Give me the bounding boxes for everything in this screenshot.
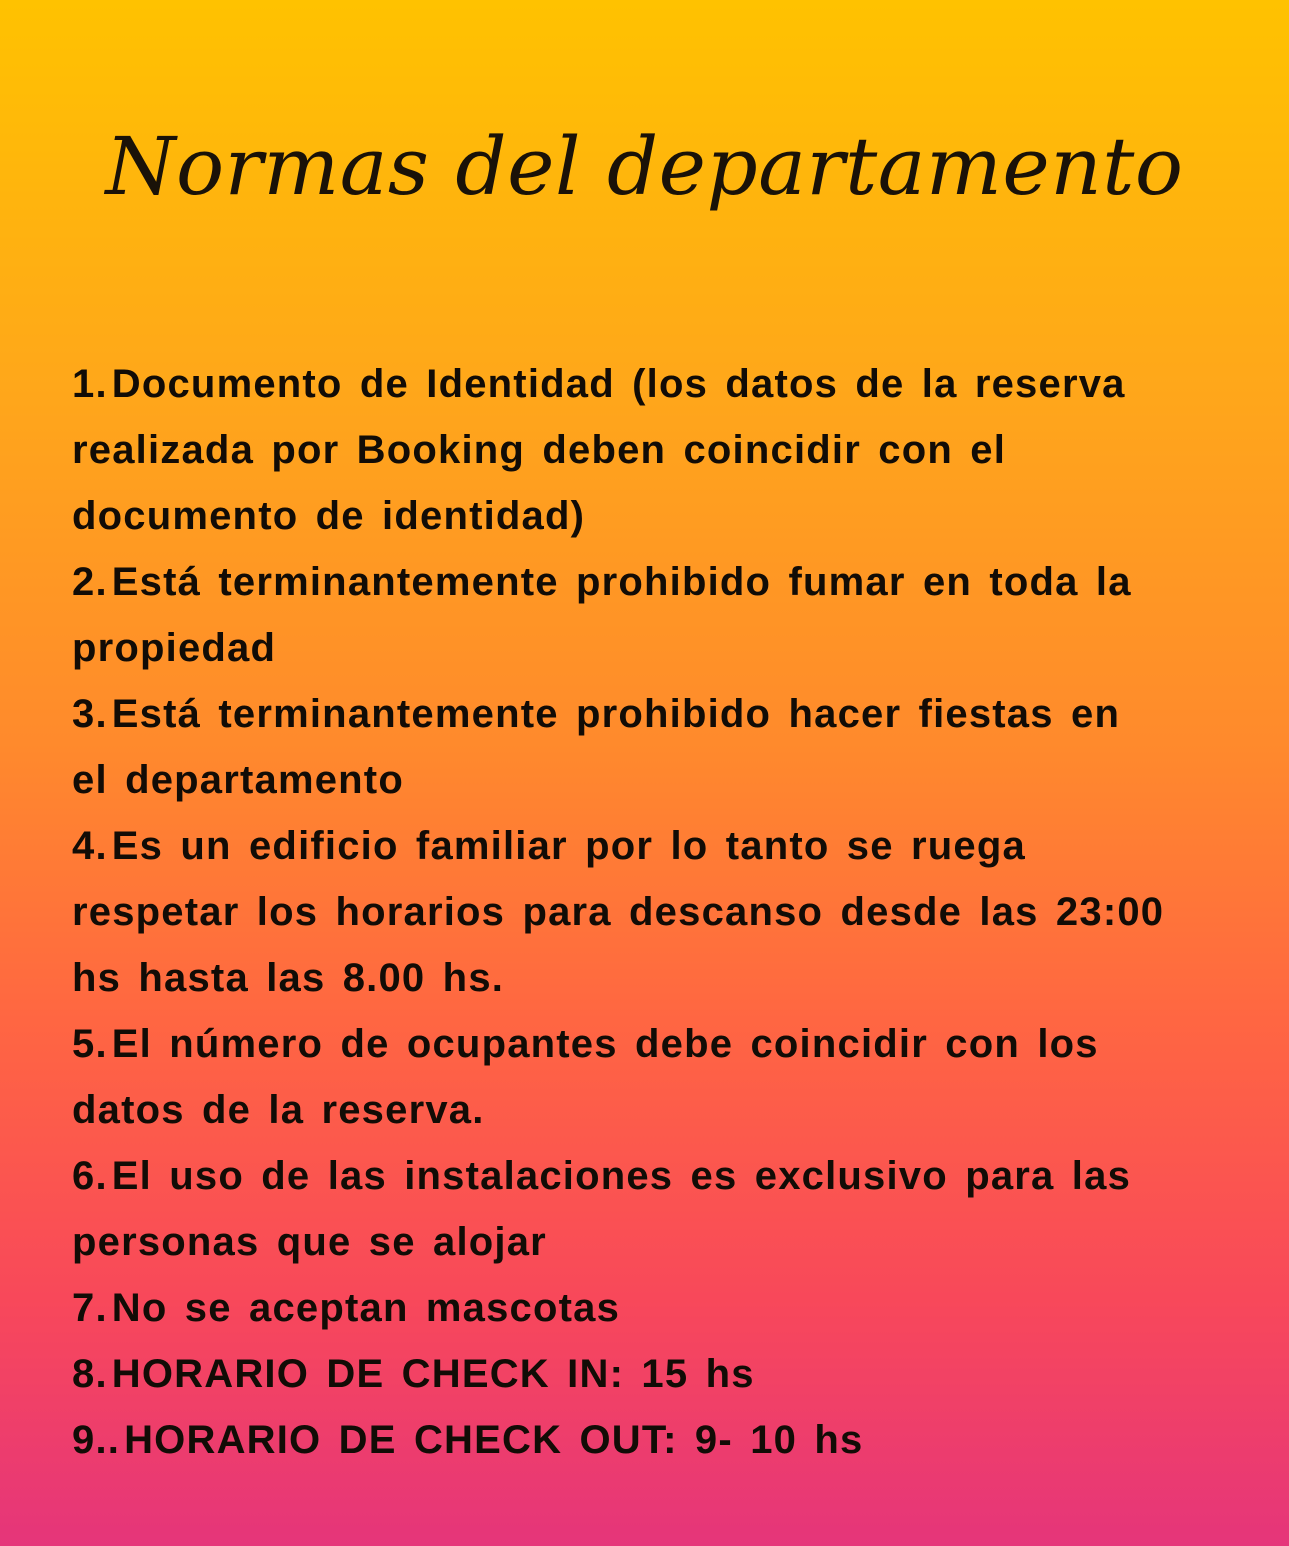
rule-text: No se aceptan mascotas [111, 1286, 621, 1330]
rule-number: 9.. [72, 1418, 121, 1462]
page-title: Normas del departamento [105, 119, 1184, 213]
rule-line: el departamento [72, 758, 404, 802]
rule-line: datos de la reserva. [72, 1088, 485, 1132]
rule-line: documento de identidad) [72, 494, 586, 538]
rule-number: 3. [72, 692, 108, 736]
rule-item-2 [72, 549, 1262, 681]
rule-item-9 [72, 1407, 1262, 1473]
rule-line [72, 681, 1262, 747]
rule-number: 8. [72, 1352, 108, 1396]
rule-line: hs hasta las 8.00 hs. [72, 956, 505, 1000]
rule-line: realizada por Booking deben coincidir con el [72, 428, 1007, 472]
rule-line: propiedad [72, 626, 277, 670]
rule-item-3 [72, 681, 1262, 813]
rule-text: HORARIO DE CHECK OUT: 9- 10 hs [124, 1418, 864, 1462]
rule-text: El uso de las instalaciones es exclusivo para las [111, 1154, 1132, 1198]
rule-item-6 [72, 1143, 1262, 1275]
rule-item-1 [72, 351, 1262, 549]
rule-line [72, 1341, 1262, 1407]
rule-line [72, 351, 1262, 417]
rule-number: 6. [72, 1154, 108, 1198]
rule-number: 2. [72, 560, 108, 604]
rule-number: 7. [72, 1286, 108, 1330]
rule-number: 1. [72, 362, 108, 406]
rule-item-7 [72, 1275, 1262, 1341]
rule-line [72, 1407, 1262, 1473]
rule-line: respetar los horarios para descanso desde las 23:00 [72, 890, 1165, 934]
rule-line [72, 813, 1262, 879]
rule-text: Es un edificio familiar por lo tanto se ruega [111, 824, 1026, 868]
rule-text: Está terminantemente prohibido fumar en toda la [111, 560, 1132, 604]
rule-line [72, 1011, 1262, 1077]
rule-number: 4. [72, 824, 108, 868]
rule-text: HORARIO DE CHECK IN: 15 hs [111, 1352, 755, 1396]
rule-line [72, 1143, 1262, 1209]
rule-line [72, 549, 1262, 615]
rule-number: 5. [72, 1022, 108, 1066]
rule-text: Documento de Identidad (los datos de la reserva [111, 362, 1126, 406]
rules-list [72, 351, 1262, 1473]
rule-line [72, 1275, 1262, 1341]
rule-text: Está terminantemente prohibido hacer fiestas en [111, 692, 1121, 736]
rule-text: El número de ocupantes debe coincidir con los [111, 1022, 1099, 1066]
rule-item-8 [72, 1341, 1262, 1407]
rule-item-5 [72, 1011, 1262, 1143]
rule-item-4 [72, 813, 1262, 1011]
rule-line: personas que se alojar [72, 1220, 547, 1264]
